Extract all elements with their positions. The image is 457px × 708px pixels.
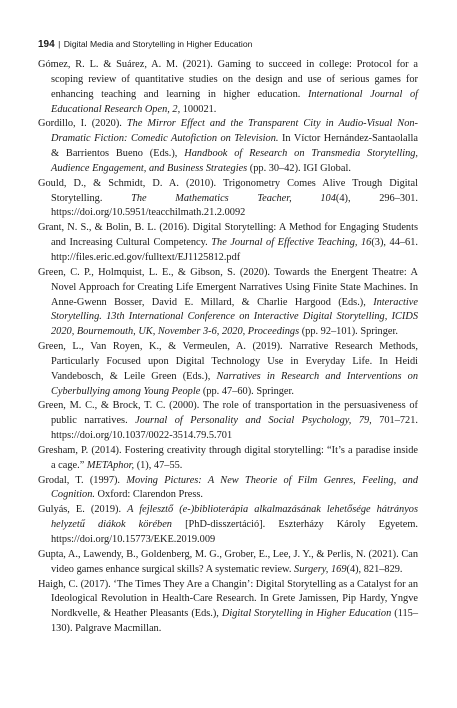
reference-text: Gould, D., & Schmidt, D. A. (2010). Trigonometry Comes Alive Trough Digital Storytelling. — [38, 177, 418, 204]
reference-entry — [38, 548, 418, 578]
reference-entry — [38, 444, 418, 474]
reference-text: Gómez, R. L. & Suárez, A. M. (2021). Gaming to succeed in college: Protocol for a scoping review of quantitative studies on the design and use of serious games for enhancing teaching and learning in higher education. — [38, 59, 418, 100]
reference-text: Grodal, T. (1997). — [38, 474, 127, 486]
reference-text: Gulyás, E. (2019). — [38, 504, 128, 516]
reference-text: (4), 821–829. — [346, 563, 403, 575]
reference-text: (pp. 30–42). IGI Global. — [247, 162, 351, 174]
reference-text: [PhD-disszertáció]. Eszterházy Károly Egyetem. https://doi.org/10.15773/EKE.2019.009 — [51, 519, 418, 545]
reference-italic-text: A fejlesztő (e-)biblioterápia alkalmazásának lehetősége hátrányos helyzetű diákok körében — [51, 504, 418, 531]
reference-entry — [38, 177, 418, 222]
reference-italic-text: Interactive Storytelling. 13th International Conference on Interactive Digital Storytelling, ICIDS 2020, Bournemouth, UK, November 3-6, 2020, Proceedings — [51, 296, 418, 338]
reference-entry — [38, 399, 418, 444]
reference-italic-text: Narratives in Research and Interventions on Cyberbullying among Young People — [51, 370, 418, 397]
reference-italic-text: Handbook of Research on Transmedia Storytelling, Audience Engagement, and Business Strategies — [51, 148, 419, 174]
reference-italic-text: METAphor, — [86, 459, 135, 471]
reference-text: (4), 296–301. https://doi.org/10.5951/teacchilmath.21.2.0092 — [51, 192, 418, 219]
reference-text: (pp. 92–101). Springer. — [299, 326, 398, 338]
reference-text: Gresham, P. (2014). Fostering creativity through digital storytelling: “It’s a paradise inside a cage.” — [38, 444, 418, 471]
reference-italic-text: Moving Pictures: A New Theorie of Film Genres, Feeling, and Cognition. — [51, 474, 419, 501]
reference-text: (3), 44–61. http://files.eric.ed.gov/fulltext/EJ1125812.pdf — [51, 237, 418, 263]
reference-text: (1), 47–55. — [134, 459, 183, 471]
reference-text: 100021. — [180, 103, 217, 115]
reference-entry — [38, 221, 418, 266]
page-number: 194 — [38, 39, 55, 50]
running-head-separator: | — [58, 39, 61, 49]
reference-text: In Víctor Hernández-Santaolalla & Barrientos Bueno (Eds.), — [51, 133, 418, 160]
running-head — [38, 39, 252, 50]
reference-entry — [38, 503, 418, 548]
reference-entry — [38, 266, 418, 340]
reference-italic-text: Journal of Personality and Social Psychology, 79, — [135, 415, 372, 427]
reference-entry — [38, 578, 418, 637]
reference-text: 701–721. https://doi.org/10.1037/0022-3514.79.5.701 — [51, 415, 418, 442]
reference-italic-text: The Journal of Effective Teaching, 16 — [211, 237, 372, 249]
reference-text: Green, C. P., Holmquist, L. E., & Gibson, S. (2020). Towards the Energent Theatre: A Novel Approach for Creating Life Emergent Narratives Using Finite State Machines. In Anne-Gwenn Bosser, David E. Millard, & Charlie Hargood (Eds.), — [38, 266, 418, 308]
reference-list — [38, 58, 418, 637]
reference-entry — [38, 474, 418, 504]
book-title: Digital Media and Storytelling in Higher Education — [63, 39, 253, 49]
reference-text: Gupta, A., Lawendy, B., Goldenberg, M. G., Grober, E., Lee, J. Y., & Perlis, N. (2021). Can video games enhance surgical skills? A systematic review. — [38, 548, 418, 575]
reference-text: Green, L., Van Royen, K., & Vermeulen, A. (2019). Narrative Research Methods, Particularly Focused upon Digital Technology Use in Everyday Life. In Heidi Vandebosch, & Leile Green (Eds.), — [38, 341, 418, 382]
reference-text: Gordillo, I. (2020). — [38, 118, 127, 130]
reference-text: Green, M. C., & Brock, T. C. (2000). The role of transportation in the persuasiveness of public narratives. — [38, 400, 418, 427]
reference-italic-text: Digital Storytelling in Higher Education — [221, 608, 392, 620]
reference-entry — [38, 58, 418, 117]
reference-italic-text: Surgery, 169 — [294, 563, 347, 575]
reference-text: Haigh, C. (2017). ‘The Times They Are a Changin’: Digital Storytelling as a Catalyst for an Ideological Revolution in Health-Care Research. In Grete Jamissen, Pip Hardy, Yngve Nordkvelle, & Heather Pleasants (Eds.), — [38, 578, 418, 620]
reference-entry — [38, 117, 418, 176]
reference-text: Grant, N. S., & Bolin, B. L. (2016). Digital Storytelling: A Method for Engaging Students and Increasing Cultural Competency. — [38, 222, 418, 249]
reference-italic-text: The Mathematics Teacher, 104 — [131, 192, 336, 204]
reference-italic-text: International Journal of Educational Research Open, 2, — [51, 88, 418, 115]
reference-italic-text: The Mirror Effect and the Transparent City in Audio-Visual Non-Dramatic Fiction: Comedic Autofiction on Television. — [51, 118, 418, 145]
reference-entry — [38, 340, 418, 399]
reference-text: (pp. 47–60). Springer. — [200, 385, 294, 397]
reference-text: Oxford: Clarendon Press. — [94, 489, 203, 501]
reference-text: (115–130). Palgrave Macmillan. — [51, 608, 418, 635]
